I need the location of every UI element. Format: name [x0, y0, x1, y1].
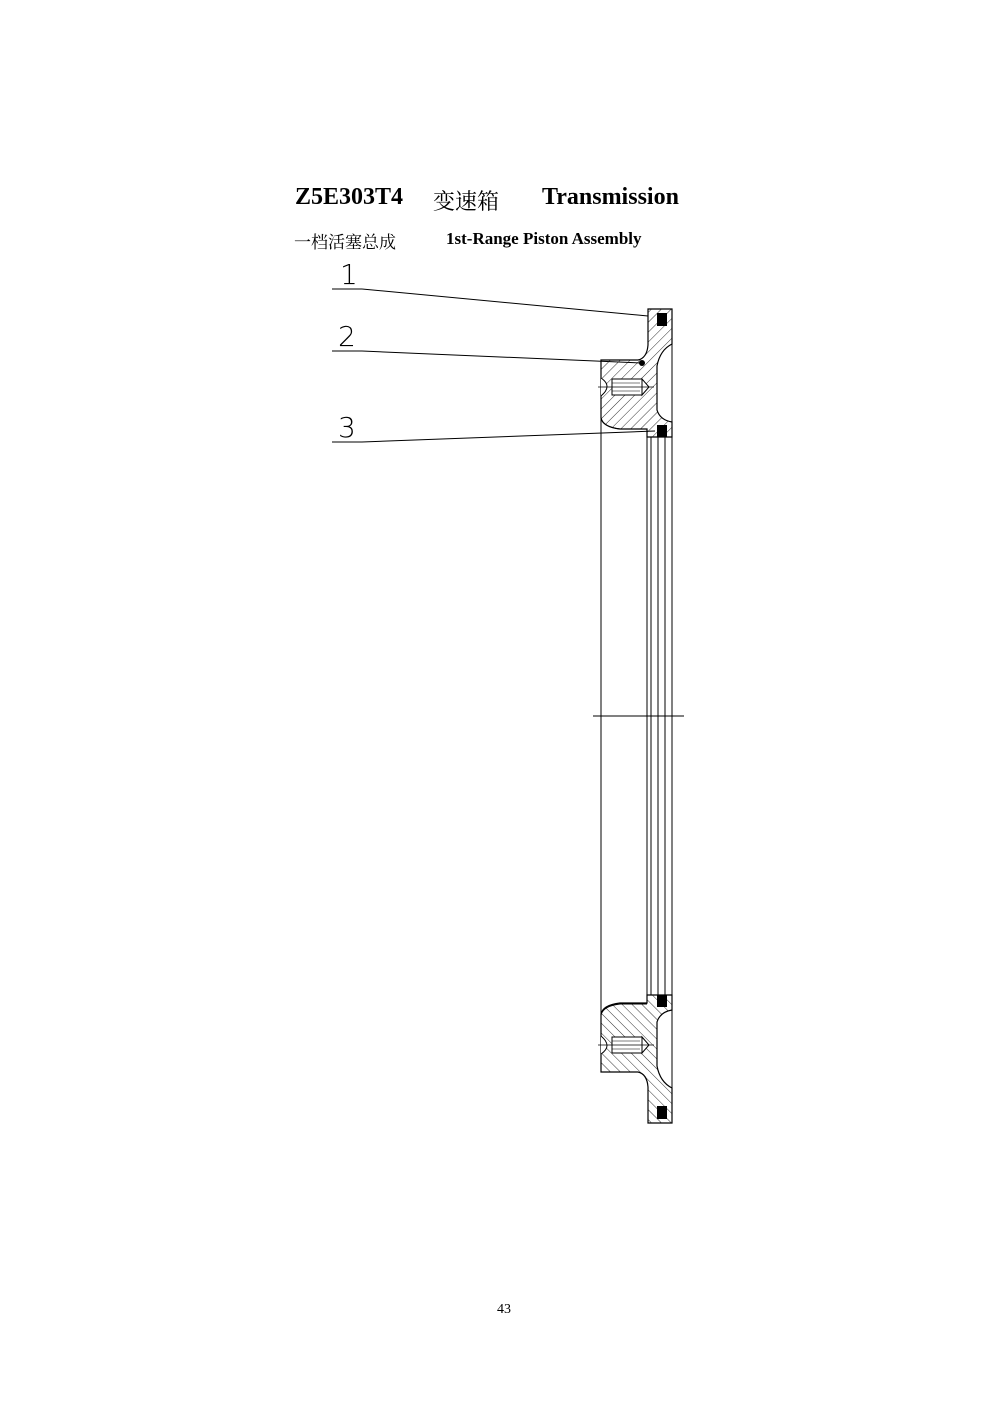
- model-number: Z5E303T4: [295, 184, 404, 210]
- page-number: 43: [497, 1302, 511, 1317]
- upper-section: [598, 309, 672, 437]
- callout-2-label: 2: [338, 320, 356, 353]
- lower-section: [598, 995, 672, 1123]
- assembly-title-chinese: 一档活塞总成: [294, 233, 396, 253]
- assembly-title-english: 1st-Range Piston Assembly: [446, 229, 642, 248]
- title-english: Transmission: [542, 184, 679, 210]
- seal-ring-upper-outer: [657, 313, 667, 326]
- seal-ring-upper-inner: [657, 425, 667, 437]
- callout-1-label: 1: [340, 258, 358, 291]
- callout-1: [332, 258, 648, 316]
- title-chinese: 变速箱: [433, 190, 500, 215]
- ball-upper: [639, 360, 645, 366]
- callout-3-label: 3: [338, 411, 356, 444]
- callout-2: [332, 320, 641, 363]
